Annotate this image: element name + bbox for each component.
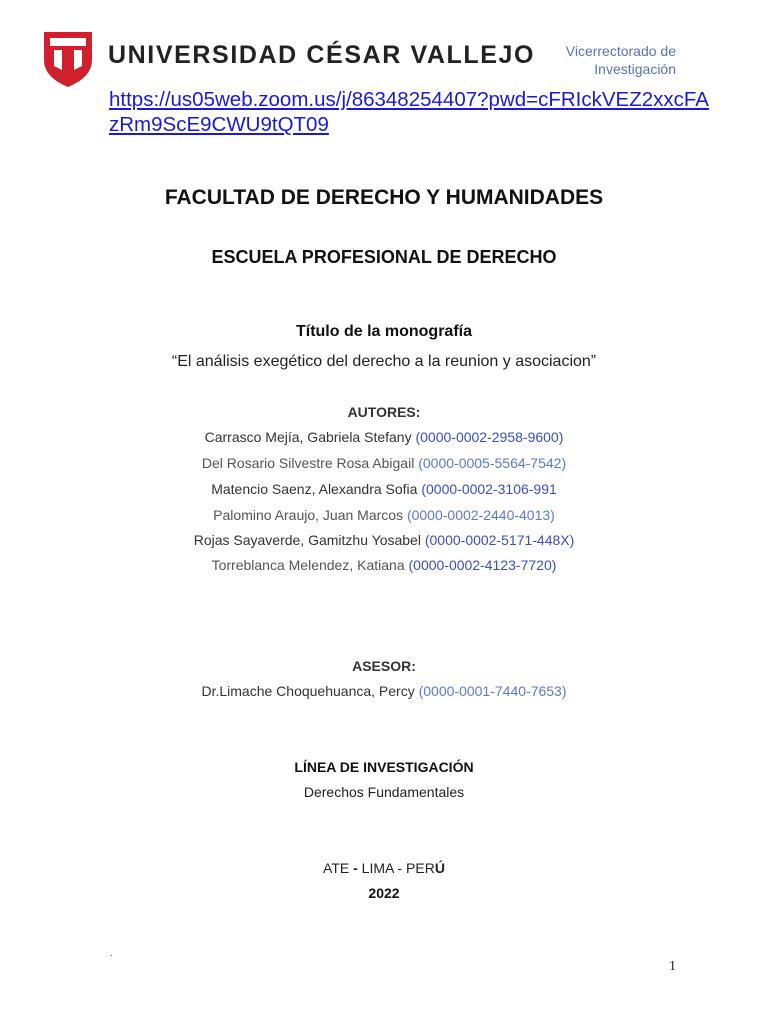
footer-mark: . [110, 948, 113, 959]
authors-label: AUTORES: [347, 404, 421, 420]
year: 2022 [368, 885, 400, 901]
place-dash: - [353, 860, 358, 876]
author-line [0, 532, 768, 548]
university-name: UNIVERSIDAD CÉSAR VALLEJO [108, 41, 536, 69]
university-logo-icon [40, 26, 96, 88]
vice-line-2: Investigación [594, 61, 676, 77]
vice-line-1: Vicerrectorado de [565, 43, 676, 59]
author-line [0, 557, 768, 573]
author-orcid: (0000-0002-2440-4013) [406, 507, 555, 523]
author-line [0, 455, 768, 471]
advisor-orcid: (0000-0001-7440-7653) [418, 683, 567, 699]
author-line [0, 507, 768, 523]
author-orcid: (0000-0002-2958-9600) [415, 429, 564, 445]
author-line [0, 429, 768, 445]
vice-rectorate [476, 42, 676, 78]
page-number: 1 [669, 959, 676, 974]
place-u: Ú [434, 860, 445, 876]
author-name: Torreblanca Melendez, Katiana [211, 557, 409, 573]
author-name: Carrasco Mejía, Gabriela Stefany [204, 429, 416, 445]
author-orcid: (0000-0002-4123-7720) [408, 557, 557, 573]
research-line-value: Derechos Fundamentales [303, 784, 465, 800]
zoom-meeting-link[interactable]: https://us05web.zoom.us/j/86348254407?pwd=cFRIckVEZ2xxcFAzRm9ScE9CWU9tQT09 [109, 88, 709, 136]
advisor-line [0, 683, 768, 699]
faculty-heading: FACULTAD DE DERECHO Y HUMANIDADES [164, 186, 604, 209]
research-line-label: LÍNEA DE INVESTIGACIÓN [294, 759, 474, 775]
author-name: Palomino Araujo, Juan Marcos [213, 507, 407, 523]
place [0, 860, 768, 876]
advisor-name: Dr.Limache Choquehuanca, Percy [201, 683, 419, 699]
author-name: Del Rosario Silvestre Rosa Abigail [201, 455, 419, 471]
place-lima: LIMA - PER [357, 860, 435, 876]
advisor-label: ASESOR: [352, 658, 416, 674]
place-ate: ATE [323, 860, 354, 876]
author-line [0, 481, 768, 497]
title-label: Título de la monografía [295, 323, 472, 340]
author-orcid: (0000-0002-3106-991 [421, 481, 557, 497]
school-heading: ESCUELA PROFESIONAL DE DERECHO [211, 247, 557, 267]
author-name: Matencio Saenz, Alexandra Sofia [211, 481, 422, 497]
author-orcid: (0000-0002-5171-448X) [424, 532, 575, 548]
author-orcid: (0000-0005-5564-7542) [418, 455, 567, 471]
monograph-title: “El análisis exegético del derecho a la reunion y asociacion” [171, 353, 597, 370]
author-name: Rojas Sayaverde, Gamitzhu Yosabel [193, 532, 425, 548]
